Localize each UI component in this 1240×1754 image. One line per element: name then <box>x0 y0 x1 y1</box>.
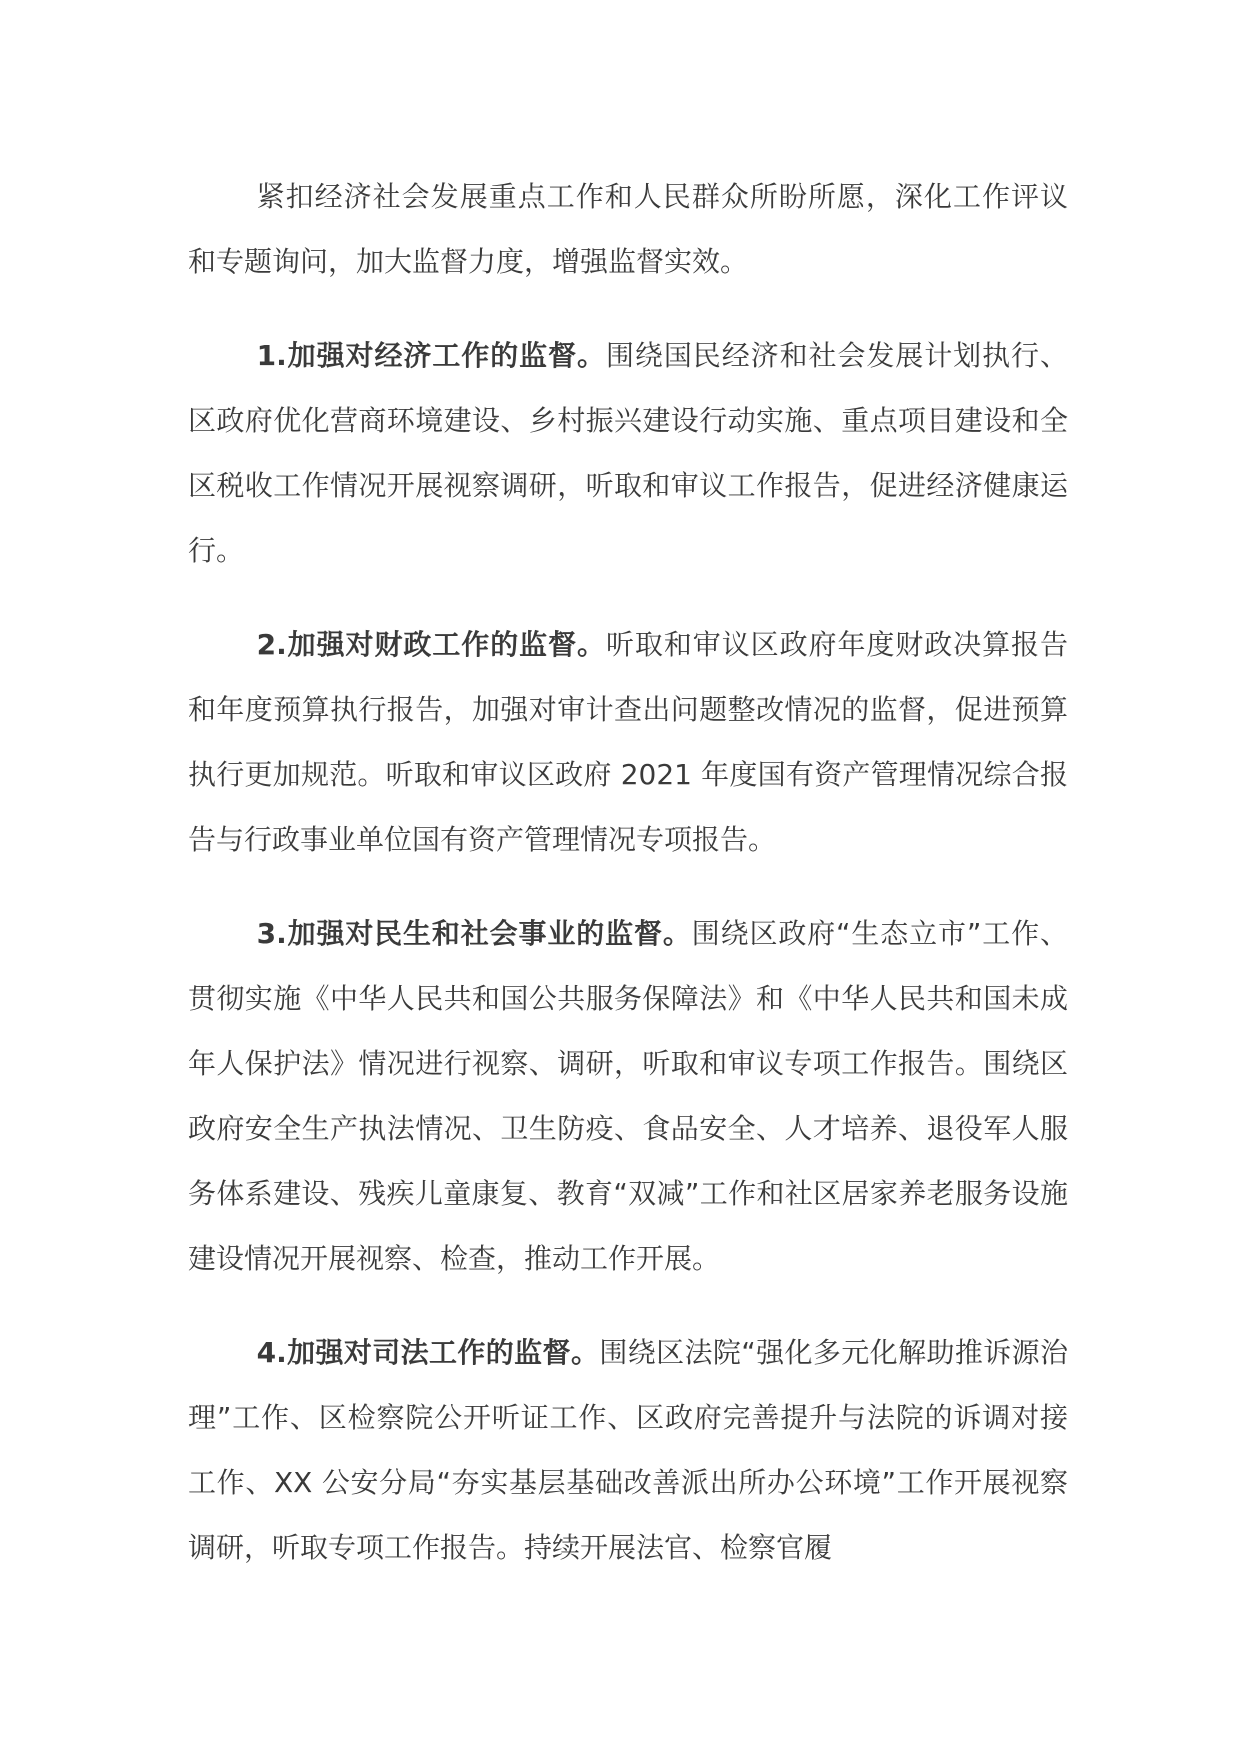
section-heading: 3.加强对民生和社会事业的监督。 <box>256 917 692 950</box>
section-judicial-supervision <box>188 1320 1068 1580</box>
intro-paragraph <box>188 164 1068 294</box>
section-body: 围绕区政府“生态立市”工作、贯彻实施《中华人民共和国公共服务保障法》和《中华人民共和国未成年人保护法》情况进行视察、调研，听取和审议专项工作报告。围绕区政府安全生产执法情况、卫生防疫、食品安全、人才培养、退役军人服务体系建设、残疾儿童康复、教育“双减”工作和社区居家养老服务设施建设情况开展视察、检查，推动工作开展。 <box>188 917 1068 1275</box>
section-heading: 4.加强对司法工作的监督。 <box>256 1336 600 1369</box>
section-livelihood-supervision <box>188 901 1068 1291</box>
section-fiscal-supervision <box>188 612 1068 872</box>
intro-text: 紧扣经济社会发展重点工作和人民群众所盼所愿，深化工作评议和专题询问，加大监督力度，增强监督实效。 <box>188 180 1068 278</box>
section-heading: 1.加强对经济工作的监督。 <box>256 339 606 372</box>
section-heading: 2.加强对财政工作的监督。 <box>256 628 606 661</box>
section-body: 听取和审议区政府年度财政决算报告和年度预算执行报告，加强对审计查出问题整改情况的监督，促进预算执行更加规范。听取和审议区政府 2021 年度国有资产管理情况综合报告与行政事业单位国有资产管理情况专项报告。 <box>188 628 1068 856</box>
section-body: 围绕区法院“强化多元化解助推诉源治理”工作、区检察院公开听证工作、区政府完善提升与法院的诉调对接工作、XX 公安分局“夯实基层基础改善派出所办公环境”工作开展视察调研，听取专项工作报告。持续开展法官、检察官履 <box>188 1336 1068 1564</box>
section-economic-supervision <box>188 323 1068 583</box>
document-body <box>188 164 1068 1580</box>
section-body: 围绕国民经济和社会发展计划执行、区政府优化营商环境建设、乡村振兴建设行动实施、重点项目建设和全区税收工作情况开展视察调研，听取和审议工作报告，促进经济健康运行。 <box>188 339 1068 567</box>
